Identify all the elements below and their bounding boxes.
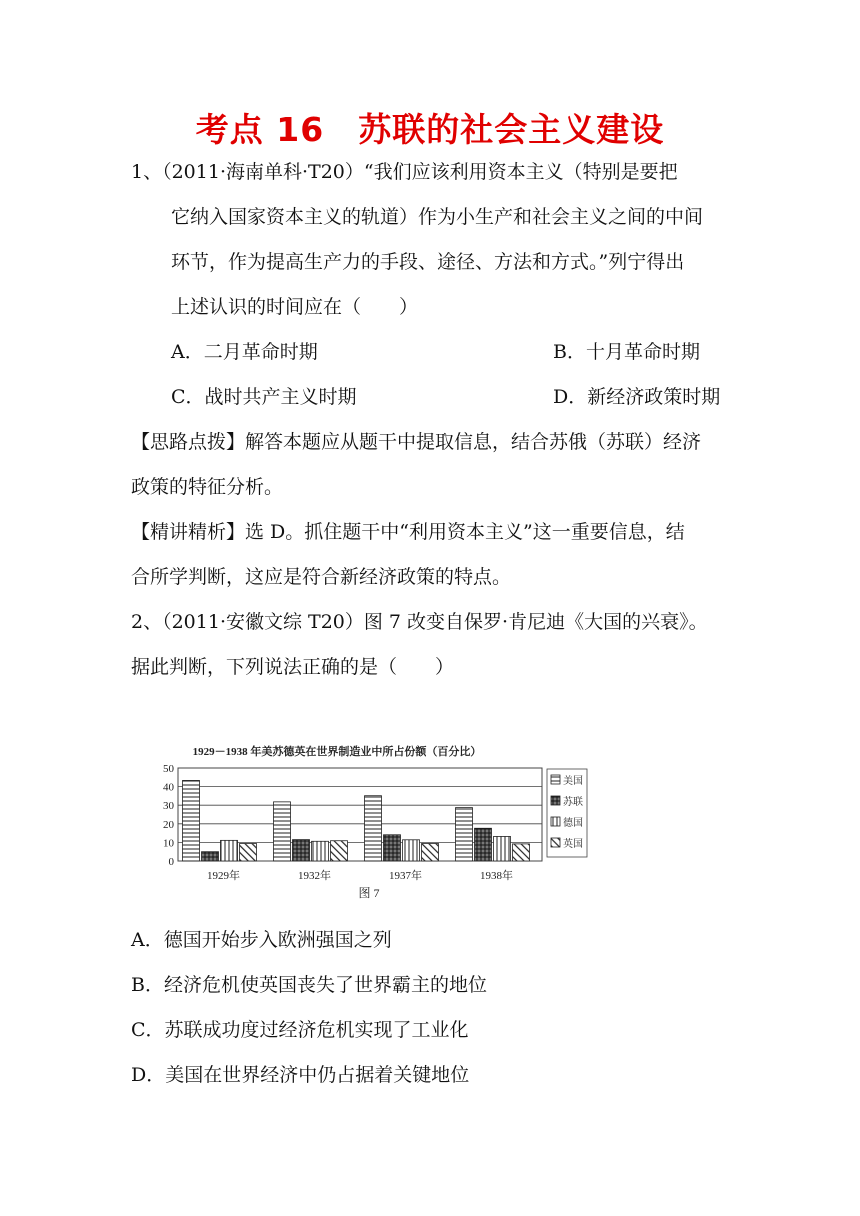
plot-area [163, 763, 542, 882]
bar-苏联 [202, 852, 219, 861]
y-tick-label: 40 [163, 781, 174, 794]
q1-analysis-line-1: 【精讲精析】选 D。抓住题干中“利用资本主义”这一重要信息，结 [131, 521, 685, 543]
legend-swatch [551, 796, 560, 805]
bar-美国 [365, 796, 382, 861]
figure-7-chart [147, 735, 592, 901]
q1-option-a: A．二月革命时期 [171, 341, 318, 363]
q1-hint-line-1: 【思路点拨】解答本题应从题干中提取信息，结合苏俄（苏联）经济 [131, 431, 702, 453]
chart-title: 1929－1938 年美苏德英在世界制造业中所占份额（百分比） [192, 746, 482, 758]
q1-option-c: C．战时共产主义时期 [171, 386, 357, 408]
q1-option-d: D．新经济政策时期 [553, 386, 721, 408]
q1-stem-line-2: 它纳入国家资本主义的轨道）作为小生产和社会主义之间的中间 [171, 206, 704, 228]
q1-option-b: B．十月革命时期 [553, 341, 700, 363]
bar-苏联 [293, 840, 310, 861]
legend-swatch [551, 775, 560, 784]
q2-stem-line-2: 据此判断，下列说法正确的是（ ） [131, 656, 455, 678]
q1-stem-line-4: 上述认识的时间应在（ ） [171, 296, 419, 318]
bar-英国 [513, 844, 530, 861]
x-tick-label: 1932年 [298, 870, 331, 882]
figure-caption: 图 7 [358, 886, 380, 900]
q2-option-d: D．美国在世界经济中仍占据着关键地位 [131, 1064, 470, 1086]
q1-stem-line-1: 1、（2011·海南单科·T20）“我们应该利用资本主义（特别是要把 [131, 161, 678, 183]
bar-德国 [221, 840, 238, 861]
bar-苏联 [384, 835, 401, 861]
x-tick-label: 1929年 [207, 870, 240, 882]
legend-label: 德国 [563, 818, 583, 829]
q2-option-a: A．德国开始步入欧洲强国之列 [131, 929, 392, 951]
y-tick-label: 0 [168, 856, 174, 868]
bar-德国 [403, 840, 420, 861]
q1-analysis-line-2: 合所学判断，这应是符合新经济政策的特点。 [131, 566, 512, 588]
y-tick-label: 20 [163, 818, 174, 831]
bar-美国 [183, 780, 200, 861]
legend-swatch [551, 817, 560, 826]
bar-苏联 [475, 828, 492, 861]
bar-德国 [312, 841, 329, 861]
q1-hint-line-2: 政策的特征分析。 [131, 476, 284, 498]
bar-英国 [240, 844, 257, 861]
q2-option-b: B．经济危机使英国丧失了世界霸主的地位 [131, 974, 487, 996]
x-tick-label: 1937年 [389, 870, 422, 882]
q2-option-c: C．苏联成功度过经济危机实现了工业化 [131, 1019, 469, 1041]
bar-美国 [274, 802, 291, 861]
bar-英国 [422, 844, 439, 861]
chart-svg [147, 735, 592, 901]
page-title: 考点 16 苏联的社会主义建设 [195, 110, 665, 149]
legend [547, 769, 587, 857]
bar-德国 [494, 836, 511, 861]
legend-swatch [551, 838, 560, 847]
legend-label: 美国 [563, 776, 583, 787]
x-tick-label: 1938年 [480, 870, 513, 882]
legend-label: 苏联 [563, 797, 583, 808]
legend-label: 英国 [563, 839, 583, 850]
y-tick-label: 50 [163, 763, 174, 775]
q2-stem-line-1: 2、（2011·安徽文综 T20）图 7 改变自保罗·肯尼迪《大国的兴衰》。 [131, 611, 708, 633]
bar-英国 [331, 841, 348, 861]
bar-美国 [456, 808, 473, 861]
y-tick-label: 10 [163, 837, 174, 850]
y-tick-label: 30 [163, 800, 174, 813]
q1-stem-line-3: 环节，作为提高生产力的手段、途径、方法和方式。”列宁得出 [171, 251, 685, 273]
